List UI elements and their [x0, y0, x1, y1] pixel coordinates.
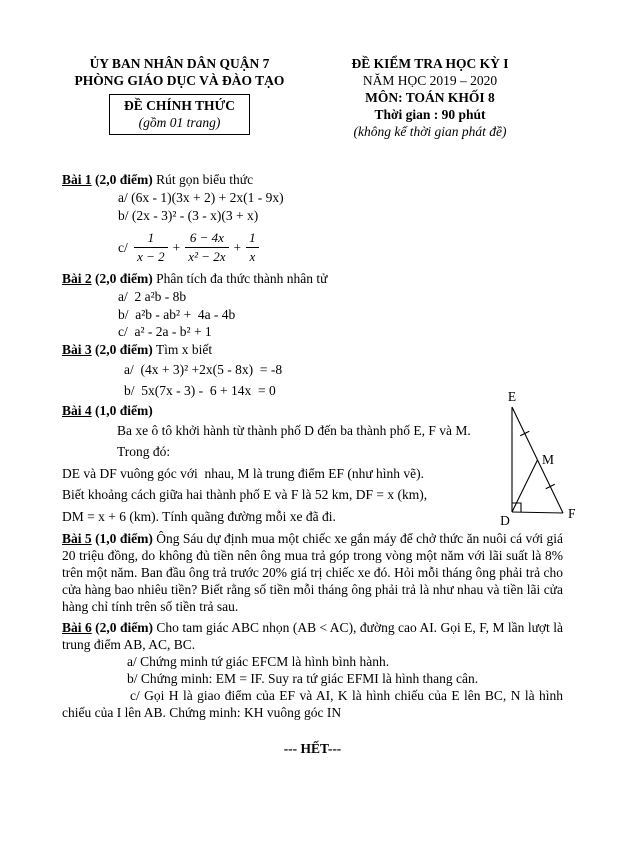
problem-3-heading [62, 341, 563, 359]
problem-2-label: Bài 2 [62, 271, 92, 286]
problem-4-line-4: Biết khoảng cách giữa hai thành phố E và F là 52 km, DF = x (km), [62, 487, 428, 502]
end-of-exam-marker: --- HẾT--- [283, 741, 342, 756]
problem-6-points: (2,0 điểm) [95, 620, 153, 635]
problem-3-points: (2,0 điểm) [95, 341, 153, 357]
page-count-note: (gồm 01 trang) [138, 115, 221, 130]
fraction-3-numerator: 1 [246, 230, 259, 248]
fraction-2-denominator: x² − 2x [188, 248, 226, 264]
problem-3-title: Tìm x biết [155, 341, 213, 357]
problem-1-item-b: b/ (2x - 3)² - (3 - x)(3 + x) [118, 207, 259, 223]
problem-4-line-1: Ba xe ô tô khởi hành từ thành phố D đến ba thành phố E, F và M. [117, 422, 471, 438]
vertex-label-d: D [500, 513, 510, 528]
fraction-1-denominator: x − 2 [137, 248, 165, 264]
problem-1 [62, 171, 563, 267]
school-year: NĂM HỌC 2019 – 2020 [362, 73, 498, 88]
fraction-3 [246, 230, 259, 264]
problem-5-text: Ông Sáu dự định mua một chiếc xe gắn máy để chở thức ăn nuôi cá với giá 20 triệu đồng, do không đủ tiền nên ông mua trả góp trong vòng một năm với lãi suất là 8% trên một năm. Ban đầu ông trả trước 20% giá trị chiếc xe đó. Hỏi mỗi tháng ông phải trả cho cửa hàng bao nhiêu tiền? Biết rằng số tiền mỗi tháng ông phải trả là như nhau và tiền lãi cửa hàng chỉ tính trên số tiền trả sau. [62, 531, 564, 614]
subject-grade: MÔN: TOÁN KHỐI 8 [365, 90, 495, 105]
fraction-1-numerator: 1 [134, 230, 168, 248]
plus-operator-1: + [172, 239, 181, 255]
problem-6-item-b: b/ Chứng minh: EM = IF. Suy ra tứ giác EFMI là hình thang cân. [127, 671, 479, 686]
problem-4-label: Bài 4 [62, 402, 92, 418]
problem-1-label: Bài 1 [62, 172, 92, 187]
problem-6-intro-text: Cho tam giác ABC nhọn (AB < AC), đường cao AI. Gọi E, F, M lần lượt là trung điểm AB, AC, BC. [62, 620, 563, 652]
vertex-label-f: F [568, 506, 576, 521]
fraction-3-denominator: x [249, 248, 256, 264]
plus-operator-2: + [233, 239, 242, 255]
problem-2-item-b: b/ a²b - ab² + 4a - 4b [118, 306, 236, 322]
problem-5-points: (1,0 điểm) [95, 531, 153, 546]
problem-5 [62, 530, 563, 615]
problem-4-line-3: DE và DF vuông góc với nhau, M là trung điểm EF (như hình vẽ). [62, 465, 425, 481]
issuer-line-1: ỦY BAN NHÂN DÂN QUẬN 7 [89, 56, 270, 71]
problem-1-item-c [62, 227, 563, 267]
problem-1-heading [62, 171, 563, 189]
triangle-figure [486, 388, 606, 533]
problem-3-label: Bài 3 [62, 341, 92, 357]
problem-6-item-c: c/ Gọi H là giao điểm của EF và AI, K là hình chiếu của E lên BC, N là hình chiếu của I lên AB. Chứng minh: KH vuông góc IN [62, 688, 563, 720]
header-issuer-block [62, 55, 297, 140]
problem-3-item-b: b/ 5x(7x - 3) - 6 + 14x = 0 [124, 382, 276, 398]
problem-6-item-a: a/ Chứng minh tứ giác EFCM là hình bình hành. [127, 654, 390, 669]
problem-2 [62, 270, 563, 341]
midpoint-label-m: M [542, 452, 555, 467]
issuer-line-2: PHÒNG GIÁO DỤC VÀ ĐÀO TẠO [74, 73, 285, 88]
problem-4-line-5: DM = x + 6 (km). Tính quãng đường mỗi xe đã đi. [62, 508, 336, 524]
problem-6 [62, 619, 563, 721]
problem-1-item-a: a/ (6x - 1)(3x + 2) + 2x(1 - 9x) [118, 190, 284, 205]
fraction-2-numerator: 6 − 4x [185, 230, 228, 248]
problem-2-item-a: a/ 2 a²b - 8b [118, 289, 187, 304]
problem-1-title: Rút gọn biểu thức [156, 172, 254, 187]
problem-6-label: Bài 6 [62, 620, 92, 635]
time-limit: Thời gian : 90 phút [374, 107, 486, 122]
time-note: (không kể thời gian phát đề) [353, 124, 507, 139]
tick-mark-em [520, 431, 529, 435]
problem-1-points: (2,0 điểm) [95, 172, 153, 187]
exam-header [62, 55, 563, 140]
problem-2-item-c: c/ a² - 2a - b² + 1 [118, 324, 212, 339]
problem-4-line-2: Trong đó: [117, 444, 171, 459]
official-exam-box [109, 94, 250, 135]
vertex-label-e: E [507, 389, 517, 404]
header-exam-info-block [297, 55, 563, 140]
official-exam-title: ĐỀ CHÍNH THỨC [123, 98, 235, 113]
problem-4-points: (1,0 điểm) [95, 402, 153, 418]
fraction-2 [185, 230, 228, 264]
problem-2-title: Phân tích đa thức thành nhân tử [156, 271, 328, 286]
exam-title: ĐỀ KIỂM TRA HỌC KỲ I [351, 56, 509, 71]
problem-5-paragraph [62, 530, 563, 615]
right-angle-mark [512, 503, 521, 512]
fraction-1 [134, 230, 168, 264]
problem-2-points: (2,0 điểm) [95, 271, 153, 286]
problem-5-label: Bài 5 [62, 531, 92, 546]
tick-mark-mf [546, 484, 555, 488]
problem-2-heading [62, 270, 563, 288]
problem-3-item-a: a/ (4x + 3)² +2x(5 - 8x) = -8 [124, 361, 283, 377]
problem-1-item-c-prefix: c/ [118, 239, 128, 255]
right-triangle-diagram [486, 388, 606, 533]
problem-6-intro [62, 619, 563, 653]
